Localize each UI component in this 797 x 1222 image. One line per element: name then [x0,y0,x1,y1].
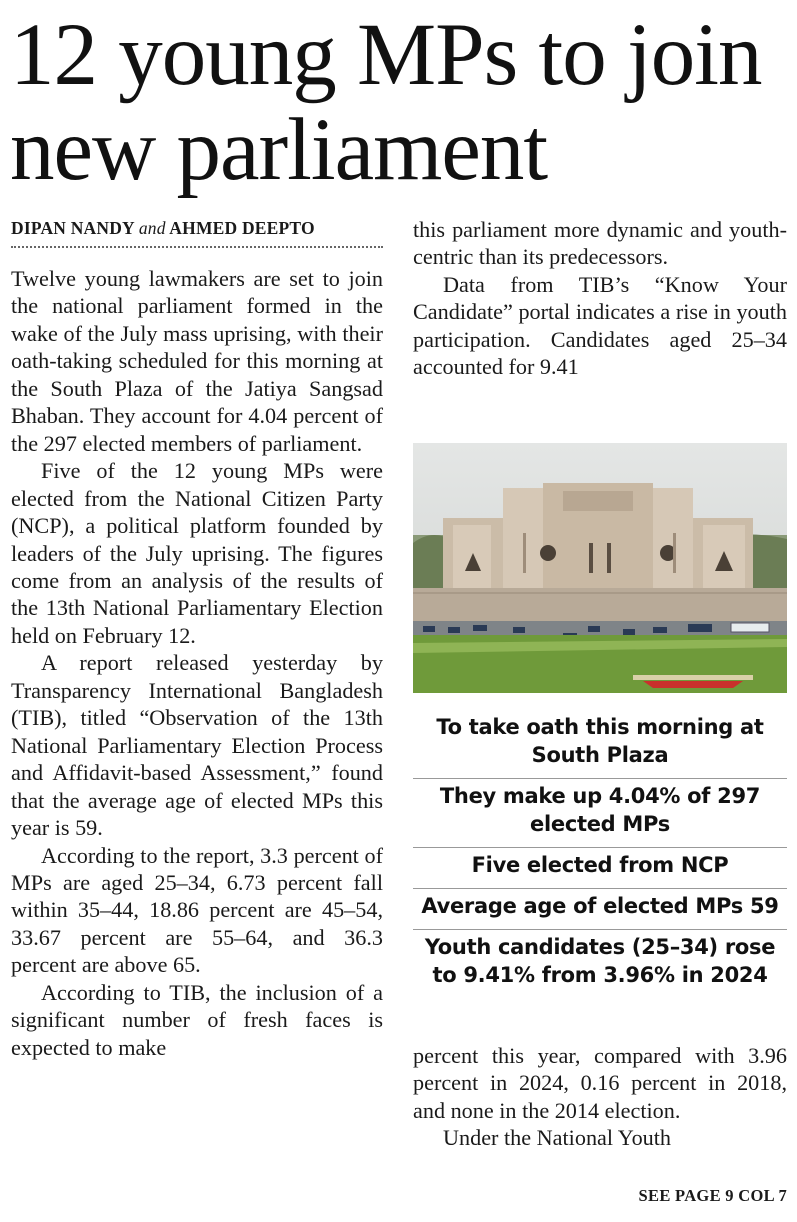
paragraph: According to the report, 3.3 percent of MPs are aged 25–34, 6.73 percent fall within 35–44, 18.86 percent are 45–54, 33.67 percent are 55–64, and 36.3 percent are above 65. [11,842,383,978]
paragraph: Five of the 12 young MPs were elected from the National Citizen Party (NCP), a political platform founded by leaders of the July uprising. The figures come from an analysis of the results of the 13th National Parliamentary Election held on February 12. [11,458,383,648]
article-column-right [413,216,787,381]
byline [11,218,383,248]
paragraph: According to TIB, the inclusion of a significant number of fresh faces is expected to make [11,979,383,1060]
fact-item: Average age of elected MPs 59 [413,889,787,930]
paragraph: Data from TIB’s “Know Your Candidate” portal indicates a rise in youth participation. Candidates aged 25–34 accounted for 9.41 [413,271,787,380]
paragraph: Twelve young lawmakers are set to join the national parliament formed in the wake of the July mass uprising, with their oath-taking scheduled for this morning at the South Plaza of the Jatiya Sangsad Bhaban. They account for 4.04 percent of the 297 elected members of parliament. [11,266,383,456]
fact-box [413,710,787,998]
fact-item: They make up 4.04% of 297 elected MPs [413,779,787,848]
article-column-left [11,265,383,1061]
paragraph: percent this year, compared with 3.96 percent in 2024, 0.16 percent in 2018, and none in the 2014 election. [413,1043,787,1123]
fact-item: To take oath this morning at South Plaza [413,710,787,779]
byline-conjunction: and [138,218,166,238]
continued-on-page-link[interactable]: SEE PAGE 9 COL 7 [638,1186,787,1205]
author-1: DIPAN NANDY [11,218,135,238]
paragraph: A report released yesterday by Transparency International Bangladesh (TIB), titled “Observation of the 13th National Parliamentary Election Process and Affidavit-based Assessment,” found that the average age of elected MPs this year is 59. [11,650,383,841]
parliament-building-photo [413,443,787,693]
paragraph: this parliament more dynamic and youth-centric than its predecessors. [413,217,787,270]
author-2: AHMED DEEPTO [169,218,315,238]
article-column-right-continued [413,1042,787,1152]
paragraph: Under the National Youth [443,1125,672,1151]
headline: 12 young MPs to join new parliament [10,6,762,199]
fact-item: Youth candidates (25–34) rose to 9.41% from 3.96% in 2024 [424,935,776,987]
fact-item: Five elected from NCP [413,848,787,889]
